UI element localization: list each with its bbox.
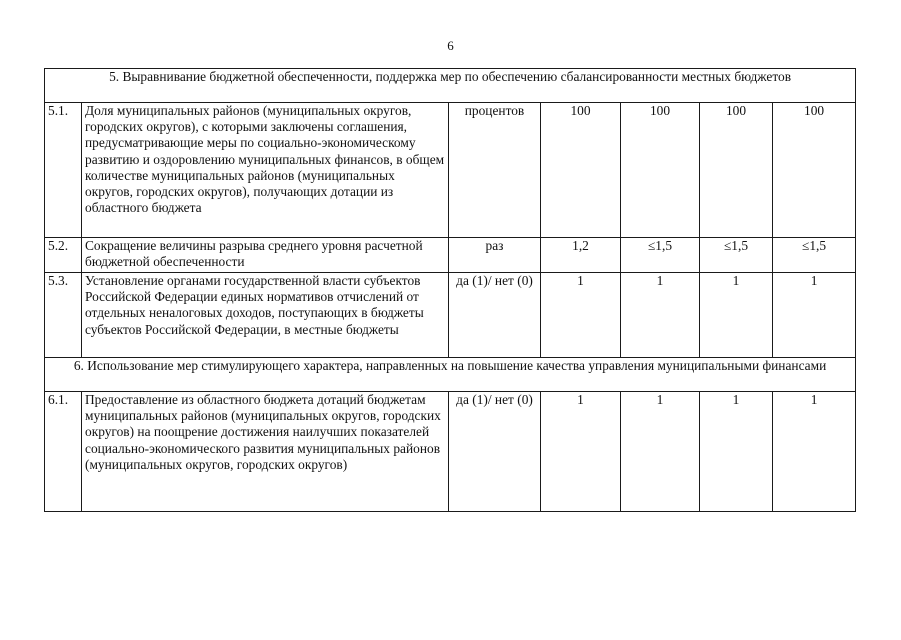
row-value-3: ≤1,5 bbox=[700, 238, 773, 273]
row-value-4: 100 bbox=[773, 103, 856, 238]
table-row bbox=[45, 392, 856, 512]
row-value-2: 100 bbox=[621, 103, 700, 238]
row-number: 6.1. bbox=[45, 392, 82, 512]
row-value-1: 1,2 bbox=[541, 238, 621, 273]
page-number: 6 bbox=[447, 38, 454, 53]
row-description: Предоставление из областного бюджета дотаций бюджетам муниципальных районов (муниципальных округов, городских округов) на поощрение достижения наилучших показателей социально-экономического развития муниципальных районов (муниципальных округов, городских округов) bbox=[82, 392, 449, 512]
row-description: Доля муниципальных районов (муниципальных округов, городских округов), с которыми заключены соглашения, предусматривающие меры по социально-экономическому развитию и оздоровлению муниципальных финансов, в общем количестве муниципальных районов (муниципальных округов, городских округов), получающих дотации из областного бюджета bbox=[82, 103, 449, 238]
row-value-1: 1 bbox=[541, 392, 621, 512]
section-header-row bbox=[45, 358, 856, 392]
table-row bbox=[45, 273, 856, 358]
row-value-1: 100 bbox=[541, 103, 621, 238]
row-value-2: 1 bbox=[621, 273, 700, 358]
table-row bbox=[45, 238, 856, 273]
row-number: 5.2. bbox=[45, 238, 82, 273]
row-description: Установление органами государственной власти субъектов Российской Федерации единых нормативов отчислений от отдельных неналоговых доходов, поступающих в бюджеты субъектов Российской Федерации, в местные бюджеты bbox=[82, 273, 449, 358]
row-value-3: 1 bbox=[700, 392, 773, 512]
row-number: 5.3. bbox=[45, 273, 82, 358]
row-value-2: 1 bbox=[621, 392, 700, 512]
row-unit: раз bbox=[449, 238, 541, 273]
section-5-title: 5. Выравнивание бюджетной обеспеченности, поддержка мер по обеспечению сбалансированности местных бюджетов bbox=[45, 69, 856, 103]
row-number: 5.1. bbox=[45, 103, 82, 238]
section-header-row bbox=[45, 69, 856, 103]
section-6-title: 6. Использование мер стимулирующего характера, направленных на повышение качества управления муниципальными финансами bbox=[45, 358, 856, 392]
indicators-table bbox=[44, 68, 856, 512]
row-unit: да (1)/ нет (0) bbox=[449, 273, 541, 358]
table-row bbox=[45, 103, 856, 238]
row-description: Сокращение величины разрыва среднего уровня расчетной бюджетной обеспеченности bbox=[82, 238, 449, 273]
row-unit: процентов bbox=[449, 103, 541, 238]
row-value-4: ≤1,5 bbox=[773, 238, 856, 273]
row-value-3: 100 bbox=[700, 103, 773, 238]
row-value-3: 1 bbox=[700, 273, 773, 358]
row-unit: да (1)/ нет (0) bbox=[449, 392, 541, 512]
row-value-4: 1 bbox=[773, 392, 856, 512]
row-value-1: 1 bbox=[541, 273, 621, 358]
row-value-2: ≤1,5 bbox=[621, 238, 700, 273]
row-value-4: 1 bbox=[773, 273, 856, 358]
